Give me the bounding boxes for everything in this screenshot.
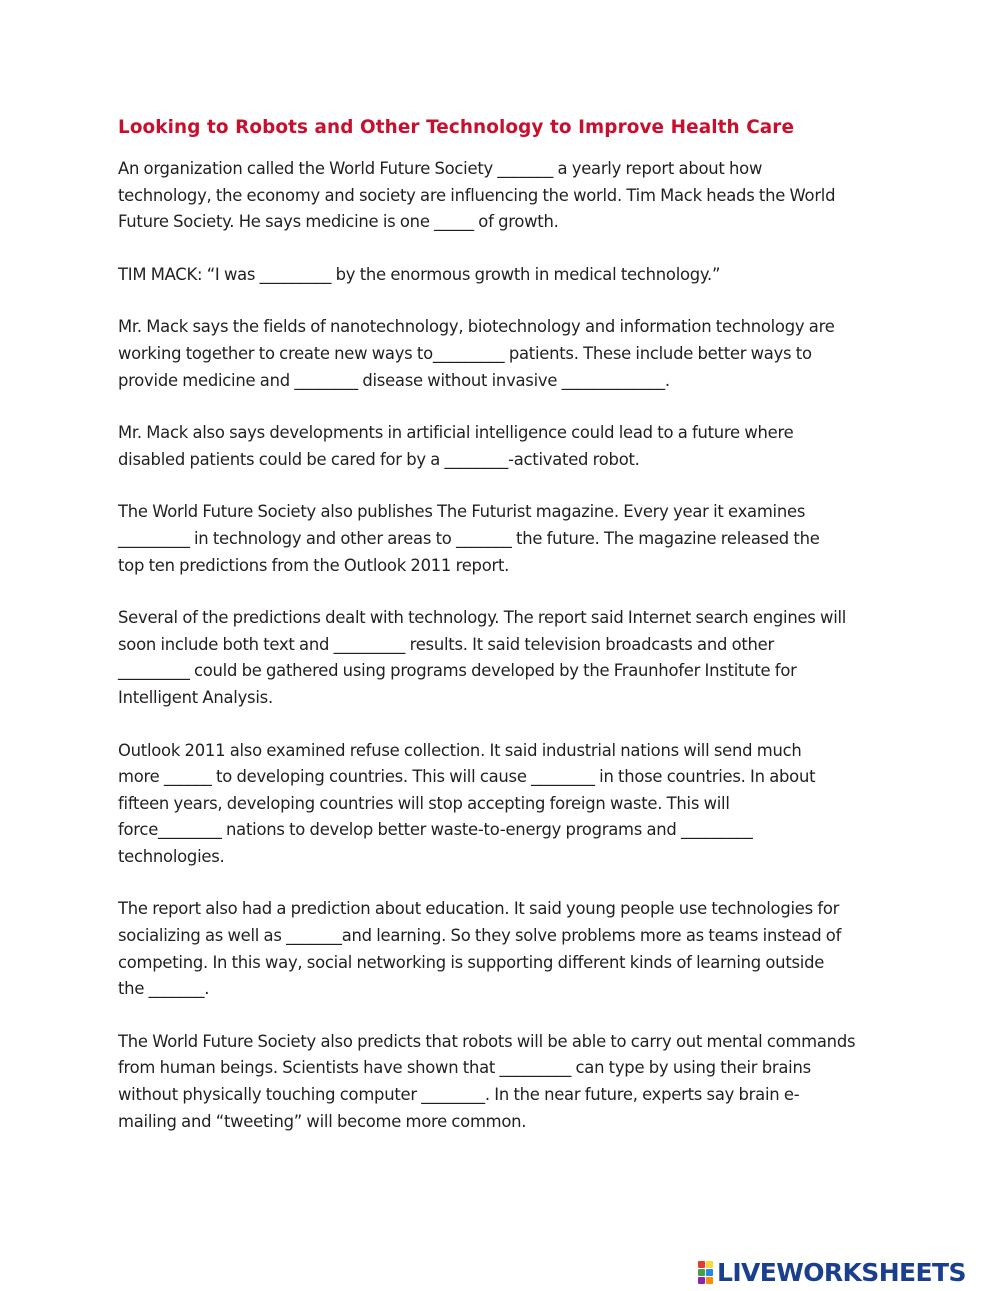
text-line: The report also had a prediction about education. It said young people use technologies for: [118, 899, 840, 919]
logo-tile: [698, 1261, 705, 1268]
page-title: Looking to Robots and Other Technology to Improve Health Care: [118, 117, 795, 138]
logo-tile: [706, 1261, 713, 1268]
text-line: Intelligent Analysis.: [118, 687, 273, 707]
paragraph: [118, 896, 898, 1002]
text-line: technologies.: [118, 846, 225, 866]
text-line: _________ in technology and other areas to _______ the future. The magazine released the: [118, 528, 820, 548]
text-line: socializing as well as _______and learning. So they solve problems more as teams instead of: [118, 926, 842, 946]
text-line: The World Future Society also publishes The Futurist magazine. Every year it examines: [118, 502, 806, 522]
text-line: Several of the predictions dealt with technology. The report said Internet search engines will: [118, 608, 847, 628]
text-line: force________ nations to develop better waste-to-energy programs and _________: [118, 820, 753, 840]
worksheet-body: [118, 156, 898, 1161]
liveworksheets-logo-icon: [698, 1261, 713, 1284]
paragraph: [118, 1029, 898, 1135]
paragraph: [118, 420, 898, 473]
text-line: technology, the economy and society are influencing the world. Tim Mack heads the World: [118, 185, 836, 205]
logo-text: LIVEWORKSHEETS: [717, 1257, 966, 1287]
text-line: An organization called the World Future Society _______ a yearly report about how: [118, 159, 763, 178]
text-line: the _______.: [118, 979, 210, 999]
text-line: fifteen years, developing countries will stop accepting foreign waste. This will: [118, 793, 730, 813]
text-line: more ______ to developing countries. This will cause ________ in those countries. In about: [118, 767, 816, 787]
text-line: _________ could be gathered using programs developed by the Fraunhofer Institute for: [118, 661, 797, 681]
text-line: top ten predictions from the Outlook 2011 report.: [118, 555, 510, 575]
text-line: from human beings. Scientists have shown that _________ can type by using their brains: [118, 1058, 811, 1078]
paragraph: [118, 156, 898, 236]
text-line: The World Future Society also predicts that robots will be able to carry out mental commands: [118, 1031, 856, 1051]
text-line: TIM MACK: “I was _________ by the enormous growth in medical technology.”: [118, 264, 721, 284]
liveworksheets-logo[interactable]: [698, 1257, 966, 1287]
paragraph: [118, 499, 898, 579]
text-line: working together to create new ways to_________ patients. These include better ways to: [118, 343, 812, 363]
text-line: mailing and “tweeting” will become more common.: [118, 1111, 527, 1131]
paragraph: [118, 605, 898, 711]
text-line: disabled patients could be cared for by a ________-activated robot.: [118, 449, 640, 469]
paragraph: [118, 262, 898, 289]
paragraph: [118, 314, 898, 394]
text-line: Outlook 2011 also examined refuse collection. It said industrial nations will send much: [118, 740, 802, 760]
logo-tile: [706, 1269, 713, 1276]
text-line: competing. In this way, social networking is supporting different kinds of learning outside: [118, 952, 825, 972]
paragraph: [118, 738, 898, 871]
text-line: provide medicine and ________ disease without invasive _____________.: [118, 370, 670, 390]
text-line: Future Society. He says medicine is one _____ of growth.: [118, 212, 559, 232]
text-line: Mr. Mack says the fields of nanotechnology, biotechnology and information technology are: [118, 317, 835, 337]
logo-tile: [698, 1277, 705, 1284]
logo-tile: [698, 1269, 705, 1276]
text-line: Mr. Mack also says developments in artificial intelligence could lead to a future where: [118, 423, 794, 443]
logo-tile: [706, 1277, 713, 1284]
text-line: without physically touching computer ________. In the near future, experts say brain e-: [118, 1085, 800, 1105]
text-line: soon include both text and _________ results. It said television broadcasts and other: [118, 634, 774, 654]
